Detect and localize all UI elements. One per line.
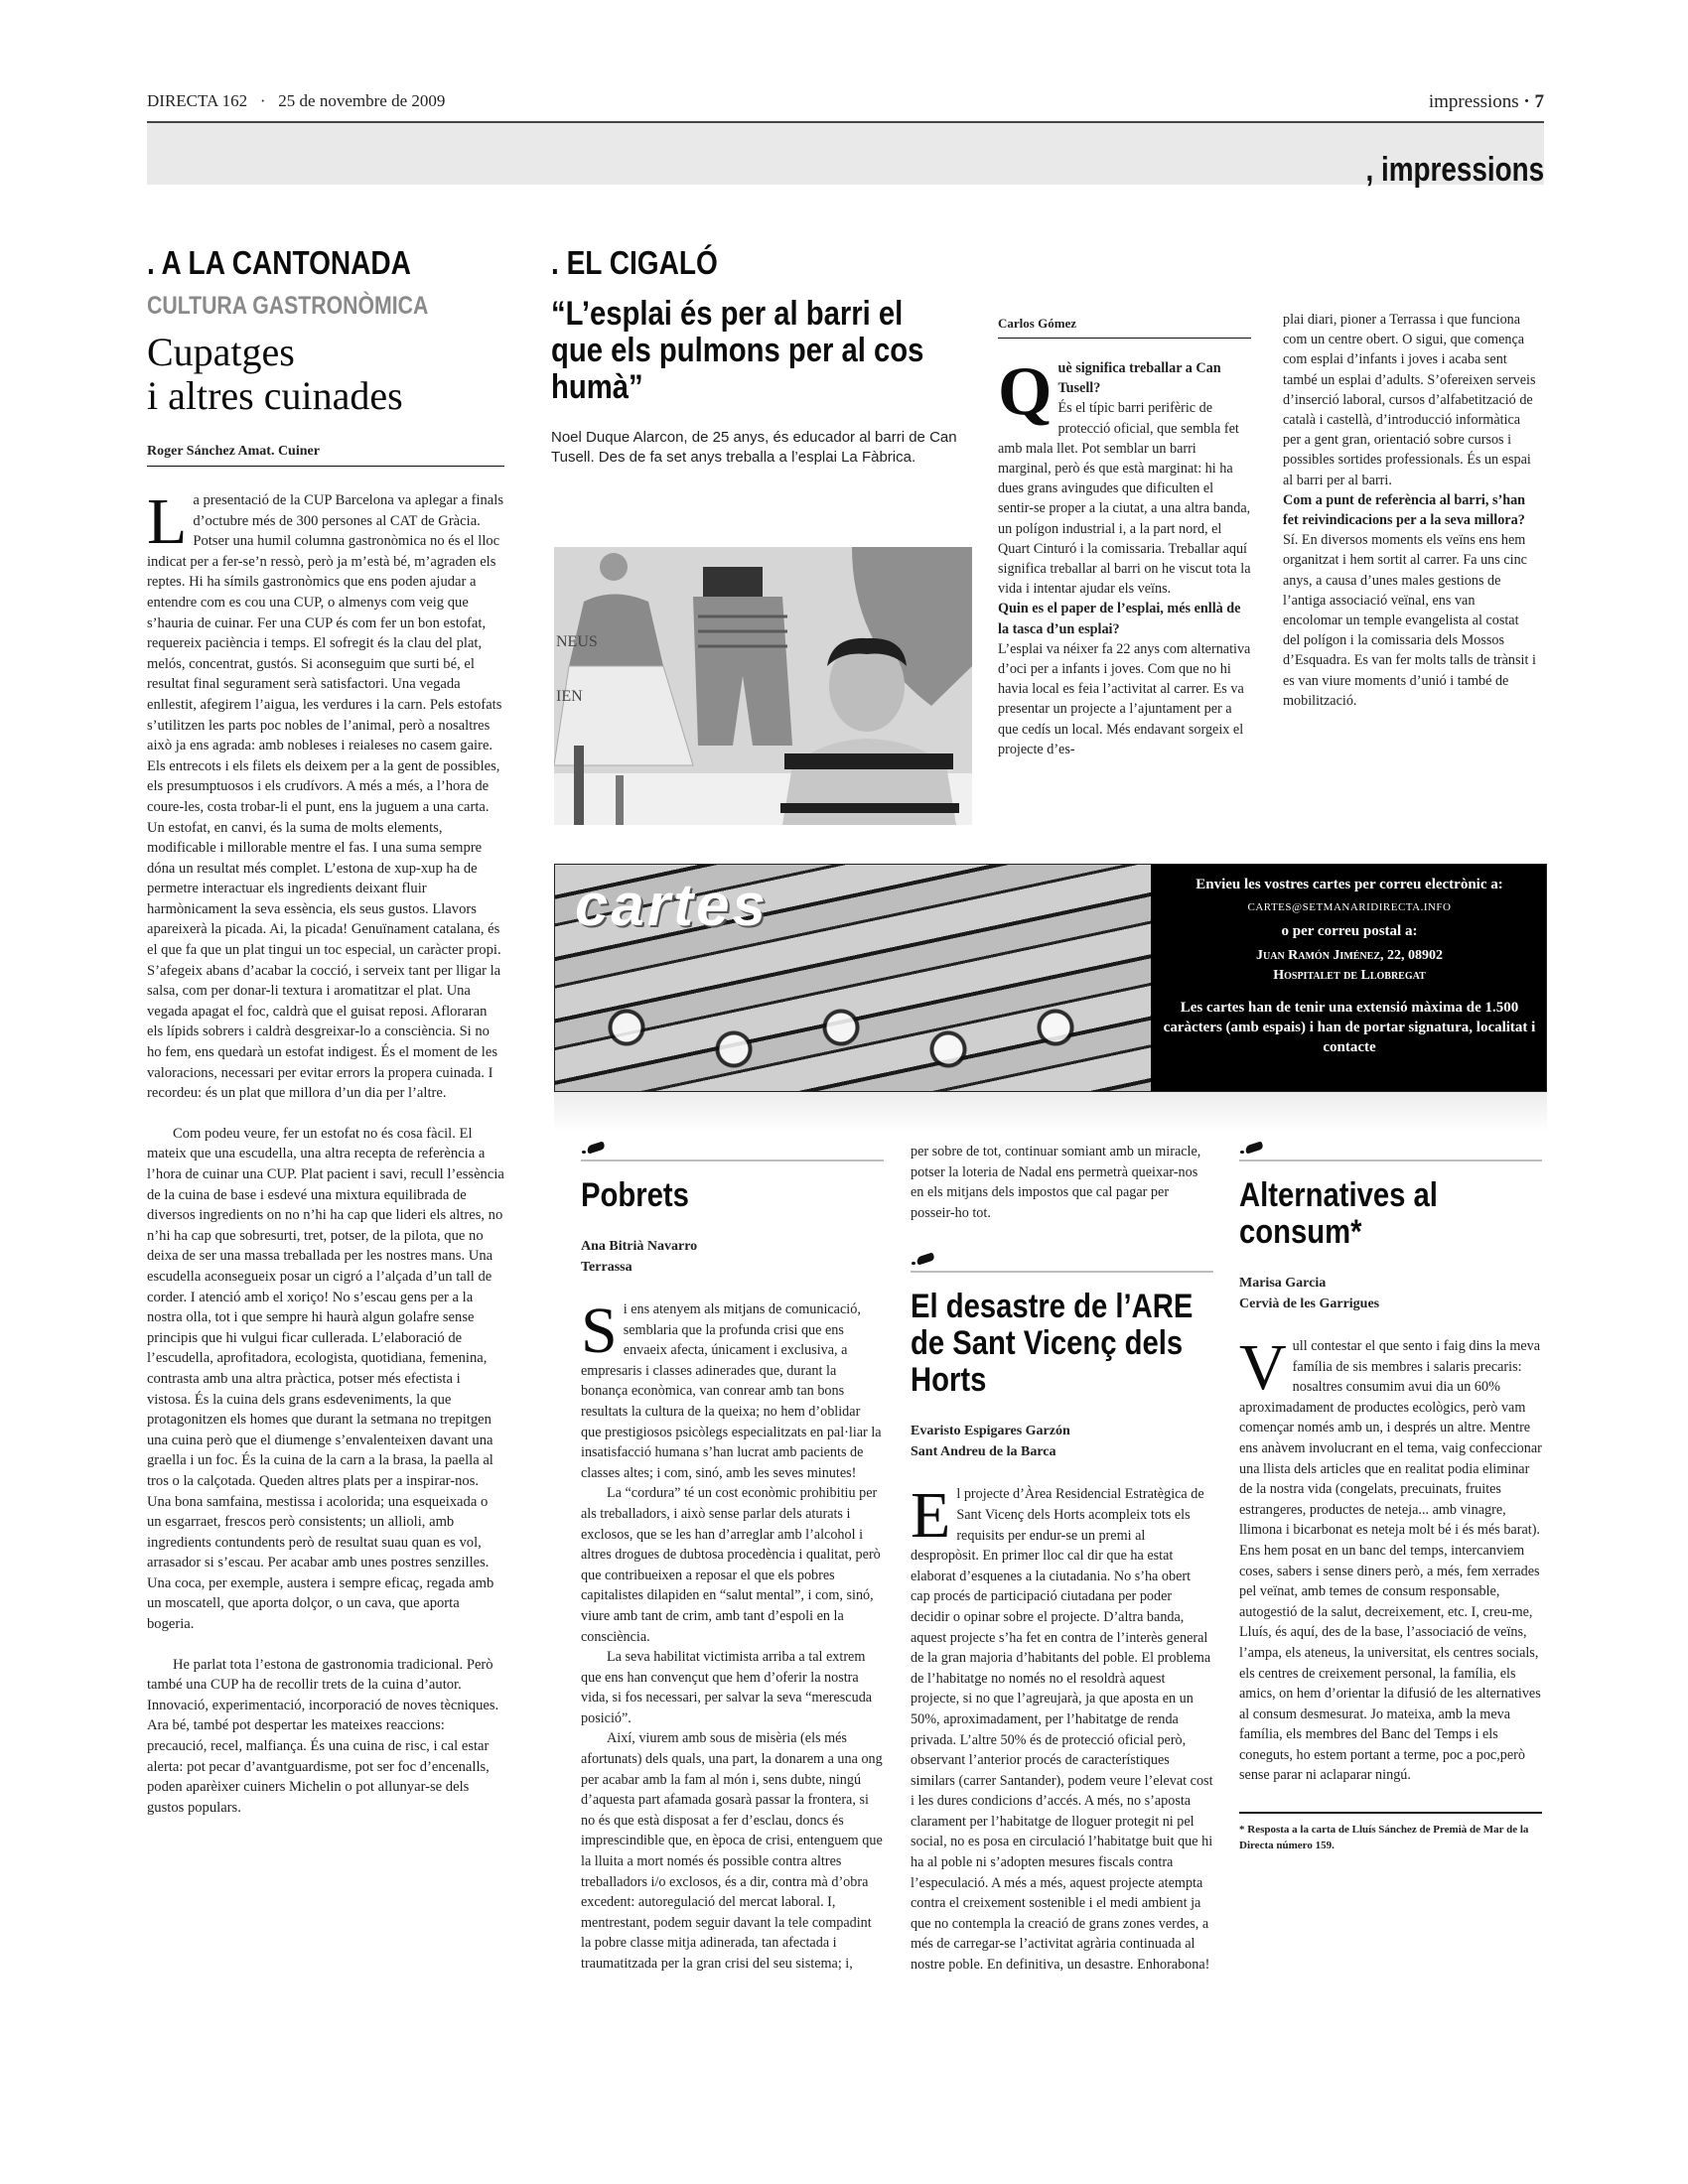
bird-icon: [911, 1253, 938, 1267]
letter-are-sant-vicenc: [911, 1142, 1213, 1976]
letter-alternatives-al-consum: [1239, 1142, 1542, 1853]
drop-cap: E: [911, 1479, 951, 1553]
letter-author: Evaristo Espigares Garzón: [911, 1424, 1070, 1439]
paragraph: Així, viurem amb sous de misèria (els més afortunats) dels quals, una part, la donarem a una ong per acabar amb la fam al món i, sens dubte, ningú d’aquesta part afamada gosarà passar la frontera, si no és que està disposat a fer d’esclau, doncs és imprescindible que, en època de crisi, entenguem que la lluita a mort només és possible contra altres treballadors i/o exclosos, és a dir, contra mà d’obra excedent: autoregulació del mercat laboral. I, mentrestant, podem seguir davant la tele compadint la pobre classe mitja adinerada, tan afectada i traumatitzada per la gran crisi del seu sistema; i,: [581, 1730, 883, 1972]
publication-issue: DIRECTA 162: [147, 91, 248, 110]
photo-illustration: [554, 547, 972, 825]
letter-title: El desastre de l’ARE de Sant Vicenç dels Horts: [911, 1288, 1194, 1400]
paragraph: i ens atenyem als mitjans de comunicació, semblaria que la profunda crisi que ens envaeix afecta, únicament i exclusiva, a empresaris i classes adinerades que, durant la bonança econòmica, van conrear amb tan bons resultats la cultura de la queixa; no hem d’oblidar que prestigiosos psicòlegs especialitzats en pal·liar la insatisfacció humana s’han lucrat amb pacients de classes altes; i com, sinó, amb les seves minutes!: [581, 1301, 882, 1481]
section-title: , impressions: [1365, 151, 1544, 189]
page-number: 7: [1534, 91, 1544, 112]
svg-text:IEN: IEN: [556, 688, 583, 705]
letter-title: Pobrets: [581, 1176, 689, 1214]
paragraph: ull contestar el que sento i faig dins la meva família de sis membres i salaris precaris: nosaltres consumim avui dia un 60% aproximadament de productes ecològics, però vam començar només amb un, i després un altre. Mentre ens anàvem involucrant en el tema, vaig confeccionar una llista dels articles que en realitat podia eliminar de la nostra vida (congelats, precuinats, fruites estrangeres, productes de neteja... amb vinagre, llimona i bicarbonat es neteja molt bé i és més barat). Ens hem posat en un banc del temps, intercanviem coses, sabers i sense diners però, a més, fem xerrades pel veïnat, amb temes de consum responsable, autogestió de la salut, decreixement, etc. I, creu-me, Lluís, és aquí, des de la base, l’associació de veïns, l’ampa, els ateneus, la universitat, els centres socials, els centres de creixement personal, la família, els amics, on hem d’orientar la difusió de les alternatives al consum desmesurat. Jo mateixa, amb la meva família, els membres del Banc del Temps i els coneguts, ho estem portant a terme, poc a poc,però sense parar ni aclaparar ningú.: [1239, 1338, 1542, 1784]
drop-cap: V: [1239, 1331, 1287, 1404]
answer: plai diari, pioner a Terrassa i que funciona com un centre obert. O sigui, que comença com esplai d’infants i joves i acaba sent també un esplai d’adults. S’ofereixen serveis d’inserció laboral, cursos d’alfabetització de català i castellà, d’introducció informàtica per a gent gran, orientació sobre cursos i possibles sortides professionals. És un espai al barri per al barri.: [1283, 312, 1536, 488]
letter-location: Sant Andreu de la Barca: [911, 1444, 1056, 1460]
letter-byline: [581, 1236, 884, 1278]
paragraph: Com podeu veure, fer un estofat no és cosa fàcil. El mateix que una escudella, una altra recepta de referència a l’hora de cuinar una CUP. Plat pacient i savi, recull l’essència de la cuina de base i esdevé una mixtura equilibrada de diversos ingredients on no n’hi ha cap que lideri els altres, no n’hi ha cap que sobresurti, tret, potser, de la pilota, que no deixa de ser una massa treballada per les nostres mans. Una escudella aconsegueix posar un cigró a l’alçada d’un tall de corder. I atenció amb el xoriço! No s’escau gens per a la nostra olla, tot i que sempre hi haurà algun golafre sense principis que hi vulgui ficar cullerada. L’elaboració de l’escudella, aprofitadora, ecologista, quotidiana, femenina, contrasta amb una altra pràctica, potser més efectista i vistosa. És la cuina dels grans esdeveniments, la que protagonitzen els homes que durant la setmana no trepitgen una cuina però que el diumenge s’envalenteixen davant una graella i un foc. És la cuina de la carn a la brasa, la paella al tros o la calçotada. Queden altres plats per a inspirar-nos. Una bona samfaina, mestissa i acolorida; una esqueixada o un esgarraet, frescos però consistents; un allioli, amb ingredients contundents però de resultat suau quan es vol, arrasador si s’escau. Per acabar amb unes postres senzilles. Una coca, per exemple, austera i sempre eficaç, regada amb un moscatell, que aporta dolçor, o un cava, que aporta bogeria.: [147, 1125, 504, 1633]
letter-body: [1239, 1331, 1542, 1786]
letter-rule: [911, 1271, 1213, 1273]
answer: L’esplai va néixer fa 22 anys com alternativa d’oci per a infants i joves. Com que no hi havia local es feia l’activitat al carrer. Es va presentar un projecte a l’ajuntament per a que cedís un local. Més endavant sorgeix el projecte d’es-: [998, 640, 1251, 757]
interview-body: [998, 353, 1251, 759]
interview-headline: “L’esplai és per al barri el que els pulmons per al cos humà”: [551, 295, 924, 406]
interview-column-1: [998, 316, 1251, 759]
column-subkicker: CULTURA GASTRONÒMICA: [147, 292, 429, 320]
section-band: [147, 123, 1544, 185]
header-separator: ·: [259, 91, 266, 110]
cartes-title: cartes: [575, 872, 769, 938]
column-a-la-cantonada: [147, 244, 504, 1818]
drop-cap: Q: [998, 353, 1053, 430]
paragraph: La “cordura” té un cost econòmic prohibitiu per als treballadors, i això sense parlar dels aturats i exclosos, que se les han d’arreglar amb l’alcohol i altres drogues de dubtosa procedència i qualitat, però que contribueixen a reposar el que els pobres capitalistes dilapiden en “salut mental”, i com, sinó, viure amb tant de crim, amb tant d’espoli en la consciència.: [581, 1485, 881, 1645]
question: Com a punt de referència al barri, s’han fet reivindicacions per a la seva millora?: [1283, 491, 1526, 529]
interview-body-continued: [1283, 310, 1536, 711]
email-address[interactable]: CARTES@SETMANARIDIRECTA.INFO: [1247, 901, 1452, 913]
email-intro: Envieu les vostres cartes per correu electrònic a:: [1196, 877, 1503, 892]
typewriter-keys-illustration: [555, 984, 1151, 1092]
footnote-rule: [1239, 1812, 1542, 1814]
letter-title: Alternatives al consum*: [1239, 1176, 1438, 1251]
paragraph: La seva habilitat victimista arriba a tal extrem que ens han convençut que hem d’oferir la nostra vida, si fos necessari, per salvar la seva “merescuda posició”.: [581, 1649, 873, 1726]
submission-rules: Les cartes han de tenir una extensió màxima de 1.500 caràcters (amb espais) i han de portar signatura, localitat i contacte: [1163, 1000, 1536, 1055]
header-right: impressions · 7: [1428, 91, 1544, 112]
letter-byline: [911, 1421, 1213, 1462]
interview-el-cigalo: [551, 244, 958, 467]
article-body: [147, 485, 504, 1818]
paragraph: He parlat tota l’estona de gastronomia tradicional. Però també una CUP ha de recollir trets de la cuina d’autor. Innovació, experimentació, incorporació de noves tècniques. Ara bé, també pot despertar les mateixes reaccions: precaució, recel, malfiança. És una cuina de risc, i cal estar alerta: pot pecar d’avantguardisme, pot ser foc d’encenalls, poden aparèixer cuiners Michelin o pot allunyar-se dels gustos populars.: [147, 1656, 499, 1816]
issue-date: 25 de novembre de 2009: [278, 91, 446, 110]
letter-rule: [581, 1160, 884, 1161]
section-name: impressions: [1428, 91, 1519, 112]
letter-continuation: per sobre de tot, continuar somiant amb un miracle, potser la loteria de Nadal ens permetrà queixar-nos en els mitjans dels impostos que cal pagar per posseir-ho tot.: [911, 1144, 1201, 1221]
question: uè significa treballar a Can Tusell?: [1057, 360, 1221, 397]
letter-location: Cervià de les Garrigues: [1239, 1297, 1380, 1311]
letter-author: Ana Bitrià Navarro: [581, 1239, 698, 1254]
interview-lead: Noel Duque Alarcon, de 25 anys, és educador al barri de Can Tusell. Des de fa set anys treballa a l’esplai La Fàbrica.: [551, 429, 957, 466]
interview-photo: [554, 547, 972, 825]
drop-cap: S: [581, 1295, 618, 1367]
headline-line-2: i altres cuinades: [147, 373, 403, 418]
letter-author: Marisa Garcia: [1239, 1276, 1327, 1291]
article-byline: Roger Sánchez Amat. Cuiner: [147, 444, 504, 467]
postal-address-line-2: Hospitalet de Llobregat: [1273, 968, 1426, 983]
letter-body: [581, 1295, 884, 1975]
footnote: * Resposta a la carta de Lluís Sánchez de Premià de Mar de la Directa número 159.: [1239, 1824, 1529, 1852]
article-headline: [147, 331, 504, 418]
letter-location: Terrassa: [581, 1260, 633, 1275]
bird-icon: [581, 1142, 609, 1156]
question: Quin es el paper de l’esplai, més enllà de la tasca d’un esplai?: [998, 601, 1241, 637]
cartes-banner: [554, 864, 1547, 1092]
column-kicker: . A LA CANTONADA: [147, 244, 411, 281]
paragraph: a presentació de la CUP Barcelona va aplegar a finals d’octubre més de 300 persones al CAT de Gràcia. Potser una humil columna gastronòmica no és el lloc indicat per a fer-se’n ressò, però ja m’està bé, m’agraden els reptes. Hi ha símils gastronòmics que ens poden ajudar a entendre com es cou una CUP, o almenys com veig que s’hauria de cuinar. Fer una CUP és com fer un bon estofat, requereix paciència i temps. El sofregit és la clau del plat, melós, concentrat, gustós. Si aconseguim que surti bé, el resultat final segurament serà satisfactori. Una vegada enllestit, afegirem l’aigua, les verdures i la carn. Pels estofats s’utilitzen les parts poc nobles de l’animal, però a nosaltres això ja ens agrada: amb nobleses i reialeses no casem gaire. Els entrecots i els filets els deixem per a la gent de possibles, els presumptuosos i els crudívors. A més a més, a l’hora de coure-les, costa trobar-li el punt, ens la juguem a una carta. Un estofat, en canvi, és la suma de molts elements, modificable i millorable mentre el fas. I una suma sempre dóna un resultat més complet. L’estona de xup-xup ha de permetre interactuar els ingredients deixant fluir harmònicament la seva essència, els seus gustos. Llavors apareixerà la picada. Ai, la picada! Genuïnament catalana, és el que fa que un plat tingui un toc especial, un caràcter propi. S’afegeix abans d’acabar la cocció, i serveix tant per lligar la salsa, com per donar-li textura i aromatitzar el plat. Una vegada apagat el foc, caldrà que el guisat reposi. Afloraran els lípids sobrers i caldrà desgreixar-lo a consciència. Si no ho fem, ens quedarà un estofat indigest. És el moment de les valoracions, necessari per evitar errors la propera cuinada. I recordeu: és un plat que millora d’un dia per l’altre.: [147, 492, 504, 1102]
cartes-submission-info: [1151, 865, 1547, 1092]
headline-line-1: Cupatges: [147, 330, 295, 374]
banner-shadow: [554, 1092, 1547, 1132]
bird-icon: [1239, 1142, 1267, 1156]
letter-body: [911, 1479, 1213, 1975]
postal-intro: o per correu postal a:: [1281, 923, 1418, 939]
drop-cap: L: [147, 485, 188, 558]
interview-byline: Carlos Gómez: [998, 316, 1251, 339]
svg-text:NEUS: NEUS: [556, 633, 598, 650]
letter-pobrets: [581, 1142, 884, 1975]
postal-address-line-1: Juan Ramón Jiménez, 22, 08902: [1256, 948, 1443, 963]
header-left: [147, 91, 445, 111]
letter-rule: [1239, 1160, 1542, 1161]
answer: Sí. En diversos moments els veïns ens hem organitzat i hem sortit al carrer. Fa uns cinc anys, a causa d’unes males gestions de l’antiga associació veïnal, ens van encolomar un temple evangelista al costat del polígon i la comissaria dels Mossos d’Esquadra. Es van fer molts talls de trànsit i es van viure moments d’unió i també de mobilització.: [1283, 532, 1536, 709]
interview-kicker: . EL CIGALÓ: [551, 244, 718, 281]
page-header: [147, 91, 1544, 121]
letter-byline: [1239, 1273, 1542, 1314]
answer: És el típic barri perifèric de protecció oficial, que sembla fet amb mala llet. Pot semblar un barri marginal, però és que està marginat: hi ha dues grans avingudes que dificulten el sentir-se proper a la ciutat, a una altra banda, un polígon industrial i, a la part nord, el Quart Cinturó i la comissaria. Treballar aquí significa treballar al barri on he viscut tota la vida i intentar ajudar els veïns.: [998, 400, 1251, 598]
paragraph: l projecte d’Àrea Residencial Estratègica de Sant Vicenç dels Horts acompleix tots els requisits per endur-se un premi al despropòsit. En primer lloc cal dir que ha estat elaborat d’esquenes a la ciutadania. No s’ha obert cap procés de participació ciutadana per poder decidir o opinar sobre el projecte. D’altra banda, aquest projecte s’ha fet en contra de l’interès general de la gran majoria d’habitants del poble. El problema de l’habitatge no només no el resoldrà aquest projecte, si no que l’agreujarà, ja que aposta en un 50%, aproximadament, per l’habitatge de renda privada. L’altre 50% és de protecció oficial però, observant l’anterior procés de característiques similars (carrer Santander), podem veure l’elevat cost i les dures condicions d’accés. A més, no s’aposta clarament per l’habitatge de lloguer protegit ni pel social, no es posa en circulació l’habitatge buit que hi ha al poble ni s’adopten mesures fiscals contra l’especulació. A més a més, aquest projecte atempta contra el creixement sostenible i el medi ambient ja que no contempla la creació de grans zones verdes, a més de carregar-se l’activitat agrària continuada al nostre poble. En definitiva, un desastre. Enhorabona!: [911, 1486, 1213, 1974]
interview-column-2: [1283, 310, 1536, 711]
